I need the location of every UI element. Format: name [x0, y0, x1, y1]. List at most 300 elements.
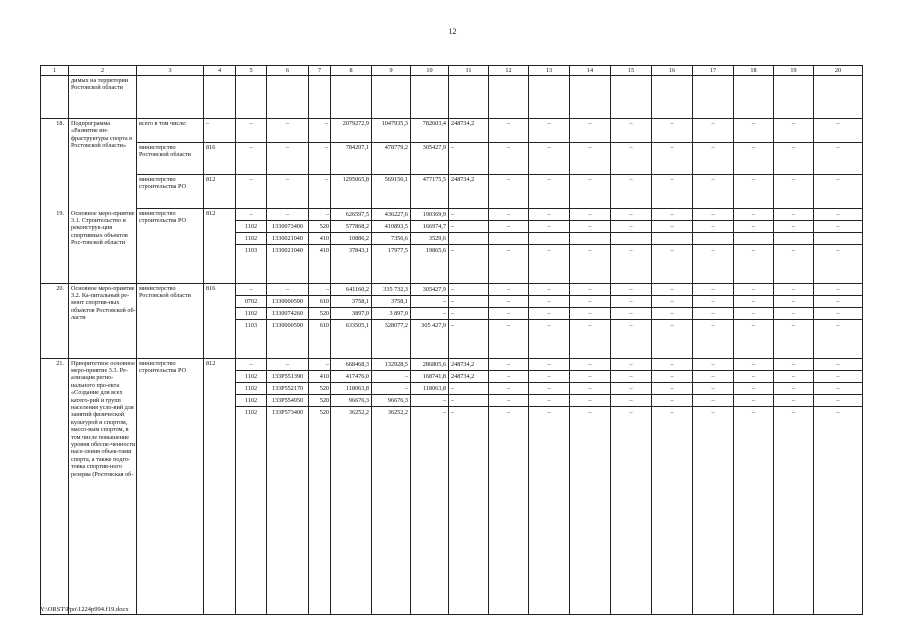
amount-2019-line: 17977,5: [387, 247, 408, 254]
amount-2019-line: –: [372, 371, 410, 383]
amount-col-16-line: –: [652, 221, 692, 233]
amount-2020-line: –: [442, 408, 446, 416]
amount-col-12-line: –: [489, 221, 528, 233]
rz-line: –: [236, 284, 266, 296]
amount-col-20-cell: [814, 358, 863, 614]
amount-2020-line: –: [411, 296, 448, 308]
amount-col-19-cell: [774, 209, 814, 284]
rz-line: –: [236, 209, 266, 221]
amount-2019-line: 3758,1: [372, 296, 410, 308]
amount-2020-line: 190369,9: [411, 209, 448, 221]
rz-line: 1102: [236, 383, 266, 395]
row-number: 21.: [41, 358, 69, 614]
amount-col-15-line: –: [611, 359, 651, 371]
amount-2020-line: 118063,8: [411, 383, 448, 395]
row-number: 18.: [41, 119, 69, 209]
vr-line: 520: [309, 221, 330, 233]
amount-col-14-line: [570, 233, 610, 245]
row-name: Основное меро-приятие 3.1. Строительство и реконструк-ция спортивных объектов Рос-товской области: [69, 209, 137, 284]
amount-col-17-cell: [693, 209, 734, 284]
rz-line: 1103: [244, 247, 258, 254]
amount-total-line: 3897,0: [331, 308, 371, 320]
rz-cell: –: [236, 143, 267, 175]
rz-line: 1102: [236, 221, 266, 233]
grbs-cell: –: [204, 119, 236, 143]
vr-cell: –: [309, 175, 331, 209]
amount-col-15-line: –: [629, 408, 633, 416]
row-number: 19.: [41, 209, 69, 284]
amount-2019-cell: [372, 358, 411, 614]
amount-col-18-cell: [734, 283, 774, 358]
amount-col-20-line: [814, 233, 862, 245]
rz-line: 1102: [236, 371, 266, 383]
amount-col-13-line: –: [529, 284, 569, 296]
amount-col-19-cell: –: [774, 119, 814, 143]
amount-col-16-line: –: [652, 395, 692, 407]
amount-col-18-line: –: [734, 395, 773, 407]
amount-col-17-line: –: [693, 383, 733, 395]
amount-col-18-line: –: [734, 209, 773, 221]
header-col-17: 17: [693, 66, 734, 76]
amount-2021-cell: [449, 283, 489, 358]
amount-col-18-line: [734, 233, 773, 245]
cell-cont-col-10: [411, 76, 449, 119]
cell-cont-col-7: [309, 76, 331, 119]
amount-col-13-cell: –: [529, 143, 570, 175]
amount-2019-line: 436227,6: [372, 209, 410, 221]
amount-col-12-line: –: [489, 359, 528, 371]
amount-2019-line: 328077,2: [384, 321, 408, 329]
row-name: Приоритетное основное меро-приятие 3.3. Ре-ализация регио-нального про-екта «Создание для всех катего-рий и групп населения усло-вий для занятий физической культурой и спортом, массо-вым спортом, в том числе повышение уровня обеспе-ченности насе-ления объек-тами спорта, а также подго-товка спортив-ного резерва (Ростовская об-: [69, 358, 137, 614]
rz-line: 1102: [244, 408, 258, 416]
amount-col-14-cell: –: [570, 175, 611, 209]
amount-col-20-line: –: [814, 221, 862, 233]
cell-cont-col-1: [41, 76, 69, 119]
amount-col-19-line: –: [774, 359, 813, 371]
vr-line: –: [309, 359, 330, 371]
amount-col-14-line: –: [570, 395, 610, 407]
amount-col-17-cell: [693, 283, 734, 358]
rz-cell: –: [236, 175, 267, 209]
amount-col-15-line: –: [629, 247, 633, 254]
amount-col-18-line: –: [734, 221, 773, 233]
amount-col-15-line: –: [611, 221, 651, 233]
amount-col-14-cell: –: [570, 119, 611, 143]
executor-cell: министерство Ростовской области: [137, 143, 204, 175]
amount-col-20-line: –: [814, 308, 862, 320]
amount-total-line: 118063,8: [331, 383, 371, 395]
amount-col-13-line: [529, 233, 569, 245]
amount-col-14-line: –: [570, 371, 610, 383]
amount-col-15-cell: [611, 209, 652, 284]
amount-col-17-line: –: [711, 408, 715, 416]
amount-col-13-cell: –: [529, 175, 570, 209]
amount-2019-line: 96676,3: [372, 395, 410, 407]
cell-cont-col-14: [570, 76, 611, 119]
amount-col-16-line: –: [652, 383, 692, 395]
cell-cont-col-3: [137, 76, 204, 119]
amount-col-15-line: –: [629, 321, 633, 329]
amount-col-15-line: –: [611, 371, 651, 383]
header-col-5: 5: [236, 66, 267, 76]
amount-col-19-cell: –: [774, 143, 814, 175]
amount-col-12-line: –: [489, 209, 528, 221]
amount-2021-line: –: [449, 284, 488, 296]
amount-col-14-line: –: [570, 284, 610, 296]
amount-2021-cell: –: [449, 143, 489, 175]
header-col-11: 11: [449, 66, 489, 76]
amount-total-cell: 2079272,9: [331, 119, 372, 143]
amount-col-19-line: –: [774, 308, 813, 320]
amount-2020-line: 3529,6: [411, 233, 448, 245]
amount-2019-cell: [372, 209, 411, 284]
vr-cell: [309, 283, 331, 358]
amount-total-line: 96676,3: [331, 395, 371, 407]
csr-line: 1330000590: [272, 321, 303, 329]
amount-col-18-line: –: [734, 284, 773, 296]
amount-total-line: 633505,1: [345, 321, 369, 329]
amount-2021-cell: [449, 358, 489, 614]
table-row-21: [41, 358, 863, 614]
amount-col-16-cell: –: [652, 175, 693, 209]
amount-col-18-line: –: [734, 383, 773, 395]
header-col-1: 1: [41, 66, 69, 76]
amount-col-13-line: –: [529, 308, 569, 320]
footer-file-path: Y:\ORST\Ppo\1224p994.f19.docx: [40, 606, 129, 613]
amount-col-13-line: –: [529, 371, 569, 383]
amount-col-12-line: –: [489, 383, 528, 395]
amount-col-17-line: –: [711, 247, 715, 254]
amount-2021-line: 248734,2: [449, 371, 488, 383]
executor-cell: министерство строительства РО: [137, 209, 204, 284]
amount-2021-line: –: [449, 221, 488, 233]
cell-cont-col-2: димых на территории Ростовской области: [69, 76, 137, 119]
header-col-2: 2: [69, 66, 137, 76]
cell-cont-col-13: [529, 76, 570, 119]
cell-cont-col-8: [331, 76, 372, 119]
amount-2020-cell: 477175,5: [411, 175, 449, 209]
amount-total-line: 577868,2: [331, 221, 371, 233]
csr-line: 1330021040: [267, 233, 308, 245]
amount-2019-line: 36252,2: [387, 408, 408, 416]
csr-line: 1330000590: [267, 296, 308, 308]
amount-col-15-cell: [611, 283, 652, 358]
header-col-3: 3: [137, 66, 204, 76]
amount-total-line: 641160,2: [331, 284, 371, 296]
rz-line: 1102: [236, 395, 266, 407]
amount-2020-line: 166974,7: [411, 221, 448, 233]
amount-col-13-line: –: [547, 247, 551, 254]
csr-cell: –: [267, 175, 309, 209]
amount-col-14-cell: –: [570, 143, 611, 175]
vr-line: 410: [309, 233, 330, 245]
amount-col-19-line: –: [774, 284, 813, 296]
amount-col-15-line: –: [611, 296, 651, 308]
amount-2019-line: –: [372, 383, 410, 395]
vr-line: 520: [309, 383, 330, 395]
amount-col-18-cell: [734, 209, 774, 284]
header-col-16: 16: [652, 66, 693, 76]
row-name: Основное меро-приятие 3.2. Ка-питальный ре-монт спортив-ных объектов Ростовской об-ласти: [69, 283, 137, 358]
amount-col-20-line: –: [814, 296, 862, 308]
amount-col-19-cell: [774, 358, 814, 614]
amount-total-line: 36252,2: [348, 408, 369, 416]
amount-col-17-line: –: [693, 308, 733, 320]
amount-2019-cell: [372, 283, 411, 358]
csr-cell: [267, 358, 309, 614]
table-row-19: [41, 209, 863, 284]
amount-2020-cell: [411, 283, 449, 358]
amount-col-19-line: –: [774, 383, 813, 395]
amount-col-15-line: –: [611, 395, 651, 407]
amount-col-16-cell: –: [652, 119, 693, 143]
executor-cell: министерство строительства РО: [137, 358, 204, 614]
header-col-13: 13: [529, 66, 570, 76]
amount-col-19-line: [774, 233, 813, 245]
grbs-cell: 816: [204, 283, 236, 358]
header-col-9: 9: [372, 66, 411, 76]
csr-line: –: [267, 209, 308, 221]
amount-col-12-line: –: [506, 321, 511, 329]
amount-total-line: 668468,3: [331, 359, 371, 371]
amount-2019-line: 335 732,3: [372, 284, 410, 296]
amount-col-19-line: –: [791, 321, 796, 329]
csr-cell: –: [267, 143, 309, 175]
amount-col-12-line: –: [489, 308, 528, 320]
csr-line: –: [267, 284, 308, 296]
amount-2021-line: –: [449, 383, 488, 395]
amount-col-15-line: –: [611, 308, 651, 320]
amount-2021-line: –: [449, 395, 488, 407]
amount-col-12-cell: [489, 209, 529, 284]
header-col-7: 7: [309, 66, 331, 76]
amount-col-15-line: –: [611, 383, 651, 395]
amount-col-16-line: –: [652, 284, 692, 296]
table-row-18-sub: [41, 143, 863, 175]
amount-col-18-line: –: [751, 321, 756, 329]
vr-line: 610: [309, 296, 330, 308]
executor-cell: всего в том числе:: [137, 119, 204, 143]
vr-line: 520: [309, 395, 330, 407]
cell-cont-col-12: [489, 76, 529, 119]
amount-col-12-cell: [489, 358, 529, 614]
cell-cont-col-19: [774, 76, 814, 119]
amount-col-15-line: –: [611, 284, 651, 296]
amount-col-16-line: –: [652, 209, 692, 221]
executor-cell: министерство Ростовской области: [137, 283, 204, 358]
amount-col-20-line: –: [814, 395, 862, 407]
amount-2020-cell: 305427,9: [411, 143, 449, 175]
amount-col-16-cell: [652, 209, 693, 284]
amount-col-15-cell: –: [611, 143, 652, 175]
amount-col-14-cell: [570, 283, 611, 358]
grbs-cell: 812: [204, 209, 236, 284]
header-col-6: 6: [267, 66, 309, 76]
row-number: 20.: [41, 283, 69, 358]
amount-2021-line: –: [449, 296, 488, 308]
amount-total-cell: 1295065,8: [331, 175, 372, 209]
amount-col-15-line: [611, 233, 651, 245]
amount-col-13-line: –: [529, 221, 569, 233]
amount-col-18-cell: –: [734, 175, 774, 209]
amount-col-20-cell: –: [814, 119, 863, 143]
amount-col-13-line: –: [547, 408, 551, 416]
header-col-12: 12: [489, 66, 529, 76]
csr-line: 1330073400: [267, 221, 308, 233]
amount-col-12-line: [489, 233, 528, 245]
amount-col-19-line: –: [774, 296, 813, 308]
amount-col-17-line: –: [711, 321, 715, 329]
amount-2020-line: 286805,6: [411, 359, 448, 371]
amount-2019-line: 410893,5: [372, 221, 410, 233]
amount-col-16-line: –: [652, 296, 692, 308]
amount-total-line: 10886,2: [331, 233, 371, 245]
amount-2021-line: –: [451, 247, 455, 254]
amount-col-14-line: –: [570, 296, 610, 308]
amount-col-18-cell: [734, 358, 774, 614]
amount-col-20-cell: [814, 283, 863, 358]
amount-col-12-line: –: [489, 284, 528, 296]
amount-col-18-cell: –: [734, 143, 774, 175]
amount-col-13-cell: [529, 209, 570, 284]
amount-total-line: 37843,1: [348, 247, 369, 254]
amount-2020-line: –: [411, 308, 448, 320]
amount-col-13-line: –: [529, 383, 569, 395]
amount-col-18-line: –: [751, 408, 756, 416]
amount-2021-line: –: [451, 408, 455, 416]
amount-2019-cell: 1047935,3: [372, 119, 411, 143]
amount-2021-cell: [449, 209, 489, 284]
amount-col-18-line: –: [734, 308, 773, 320]
amount-total-line: 3758,1: [331, 296, 371, 308]
vr-line: 610: [319, 321, 329, 329]
amount-col-14-line: –: [588, 408, 592, 416]
cell-cont-col-5: [236, 76, 267, 119]
rz-cell: [236, 358, 267, 614]
amount-col-20-line: –: [836, 321, 840, 329]
amount-col-19-cell: [774, 283, 814, 358]
grbs-cell: 816: [204, 143, 236, 175]
amount-2020-cell: [411, 209, 449, 284]
amount-col-14-line: –: [570, 221, 610, 233]
amount-2020-line: 305 427,9: [421, 321, 446, 329]
executor-cell: министерство строительства РО: [137, 175, 204, 209]
table-row-continued: [41, 76, 863, 119]
amount-col-12-line: –: [489, 395, 528, 407]
amount-col-17-line: –: [693, 359, 733, 371]
amount-2021-line: 248734,2: [449, 359, 488, 371]
header-col-8: 8: [331, 66, 372, 76]
amount-2019-cell: 478779,2: [372, 143, 411, 175]
amount-col-16-line: –: [670, 247, 674, 254]
amount-col-17-cell: –: [693, 119, 734, 143]
amount-col-19-line: –: [791, 408, 796, 416]
cell-cont-col-15: [611, 76, 652, 119]
amount-col-12-cell: [489, 283, 529, 358]
rz-line: 1102: [236, 308, 266, 320]
amount-col-14-cell: [570, 358, 611, 614]
amount-2020-line: –: [411, 395, 448, 407]
amount-col-18-line: –: [751, 247, 756, 254]
rz-cell: –: [236, 119, 267, 143]
amount-col-20-cell: [814, 209, 863, 284]
csr-line: 133P554950: [267, 395, 308, 407]
amount-2021-line: –: [449, 308, 488, 320]
amount-col-18-cell: –: [734, 119, 774, 143]
amount-col-15-cell: –: [611, 175, 652, 209]
amount-col-12-cell: –: [489, 175, 529, 209]
amount-col-20-line: –: [814, 383, 862, 395]
table-row-20: [41, 283, 863, 358]
amount-col-16-line: –: [652, 308, 692, 320]
amount-col-17-line: –: [693, 209, 733, 221]
amount-col-20-cell: –: [814, 175, 863, 209]
amount-total-line: 417476,0: [331, 371, 371, 383]
table-row-18-sub: [41, 119, 863, 143]
grbs-cell: 812: [204, 175, 236, 209]
amount-col-17-cell: [693, 358, 734, 614]
csr-line: 1330074260: [267, 308, 308, 320]
csr-line: 133P552170: [267, 383, 308, 395]
csr-cell: –: [267, 119, 309, 143]
amount-2021-line: –: [451, 321, 455, 329]
amount-col-16-cell: –: [652, 143, 693, 175]
vr-line: 520: [319, 408, 329, 416]
amount-col-12-cell: –: [489, 119, 529, 143]
amount-col-19-line: –: [774, 209, 813, 221]
cell-cont-col-6: [267, 76, 309, 119]
amount-col-16-line: –: [670, 321, 674, 329]
header-col-19: 19: [774, 66, 814, 76]
header-col-18: 18: [734, 66, 774, 76]
cell-cont-col-11: [449, 76, 489, 119]
cell-cont-col-16: [652, 76, 693, 119]
csr-line: 133P573400: [271, 408, 304, 416]
amount-col-16-line: –: [670, 408, 674, 416]
amount-col-14-line: –: [570, 209, 610, 221]
amount-2020-line: 305427,9: [411, 284, 448, 296]
amount-col-13-line: –: [529, 359, 569, 371]
amount-col-12-line: –: [489, 371, 528, 383]
amount-col-16-line: –: [652, 371, 692, 383]
table-row-18-sub: [41, 175, 863, 209]
vr-cell: –: [309, 143, 331, 175]
amount-col-18-line: –: [734, 371, 773, 383]
amount-col-19-line: –: [791, 247, 796, 254]
amount-col-20-line: –: [836, 408, 840, 416]
header-col-4: 4: [204, 66, 236, 76]
amount-2019-line: 3 897,0: [372, 308, 410, 320]
rz-line: 1103: [244, 321, 258, 329]
amount-col-17-line: –: [693, 284, 733, 296]
amount-col-18-line: –: [734, 296, 773, 308]
amount-col-17-cell: –: [693, 175, 734, 209]
amount-col-17-line: –: [693, 221, 733, 233]
amount-col-20-line: –: [814, 284, 862, 296]
amount-col-13-cell: [529, 358, 570, 614]
amount-2020-line: 168741,8: [411, 371, 448, 383]
cell-cont-col-17: [693, 76, 734, 119]
amount-col-19-line: –: [774, 221, 813, 233]
budget-table: [40, 65, 863, 615]
row-name: Подпрограмма «Развитие ин-фраструктуры спорта в Ростовской области»: [69, 119, 137, 209]
header-row: [41, 66, 863, 76]
amount-col-20-line: –: [814, 371, 862, 383]
amount-col-12-cell: –: [489, 143, 529, 175]
rz-line: 0702: [236, 296, 266, 308]
amount-col-14-line: –: [570, 383, 610, 395]
amount-col-13-line: –: [529, 296, 569, 308]
